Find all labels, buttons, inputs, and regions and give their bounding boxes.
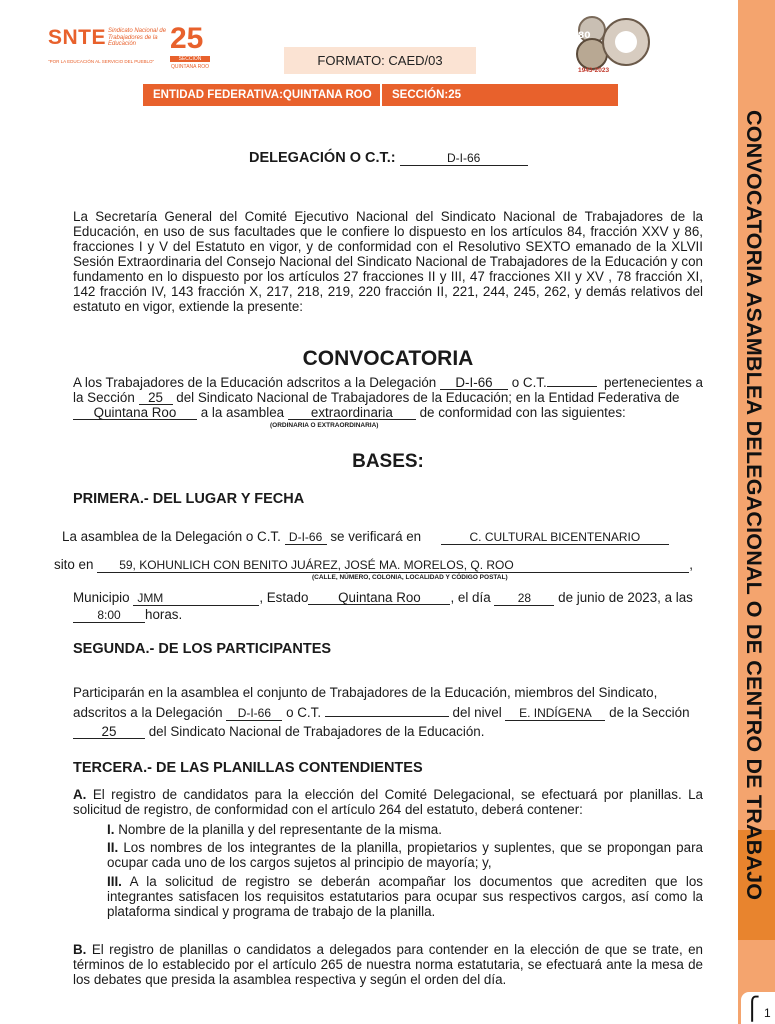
tercera-b <box>73 942 703 987</box>
primera-line-3 <box>73 590 703 606</box>
primera-dia-field: 28 <box>494 592 554 606</box>
primera-delegacion-field: D-I-66 <box>285 531 327 545</box>
delegacion-value: D-I-66 <box>400 152 528 166</box>
tercera-title: TERCERA.- DE LAS PLANILLAS CONTENDIENTES <box>73 760 423 776</box>
segunda-title: SEGUNDA.- DE LOS PARTICIPANTES <box>73 641 332 657</box>
direccion-hint: (CALLE, NÚMERO, COLONIA, LOCALIDAD Y CÓDIGO POSTAL) <box>312 574 508 581</box>
anniversary-years: 1943-2023 <box>578 67 610 74</box>
primera-hora-field: 8:00 <box>73 609 145 623</box>
convocatoria-line-3 <box>73 405 703 420</box>
primera-estado-field: Quintana Roo <box>308 591 450 605</box>
tipo-hint: (ORDINARIA O EXTRAORDINARIA) <box>270 422 379 429</box>
snte-seccion-label: SECCIÓN <box>170 56 210 62</box>
text: del Sindicato Nacional de Trabajadores de la Educación. <box>148 724 485 739</box>
page-bracket: ⎧ <box>744 996 761 1021</box>
segunda-line-3 <box>73 724 703 739</box>
text: se verificará en <box>330 529 422 544</box>
text: la Sección <box>73 390 135 405</box>
tercera-ii-text: Los nombres de los integrantes de la planilla, propietarios y suplentes, que se propongan para ocupar cada uno de los cargos sujetos al principio de mayoría; y, <box>107 840 703 870</box>
intro-paragraph: La Secretaría General del Comité Ejecutivo Nacional del Sindicato Nacional de Trabajadores de la Educación, en uso de sus facultades que le confiere lo dispuesto en los artículos 84, fracción XXV y 86, fracciones I y V del Estatuto en vigor, y de conformidad con el Resolutivo SEXTO emanado de la XLVII Sesión Extraordinaria del Consejo Nacional del Sindicato Nacional de Trabajadores de la Educación y con fundamento en lo dispuesto por los artículos 27 fracciones II y III, 47 fracciones XII y XV , 78 fracción XI, 142 fracción IV, 143 fracción X, 217, 218, 219, 220 fracción II, 221, 244, 245, 262, y demás relativos del estatuto en vigor, extiende la presente: <box>73 209 703 314</box>
convocatoria-entidad-field: Quintana Roo <box>73 406 197 420</box>
text: o C.T. <box>511 375 547 390</box>
primera-line-2 <box>54 557 702 573</box>
entidad-federativa: ENTIDAD FEDERATIVA:QUINTANA ROO <box>143 84 382 106</box>
page-number: 1 <box>764 1006 771 1020</box>
tercera-a-mark: A. <box>73 787 87 802</box>
text: sito en <box>54 557 94 572</box>
segunda-nivel-field: E. INDÍGENA <box>505 707 605 721</box>
tercera-iii-mark: III. <box>107 874 122 889</box>
text: adscritos a la Delegación <box>73 705 223 720</box>
convocatoria-tipo-field: extraordinaria <box>288 406 416 420</box>
formato-box: FORMATO: CAED/03 <box>284 47 476 74</box>
tercera-a <box>73 787 703 817</box>
tercera-ii-mark: II. <box>107 840 119 855</box>
delegacion-label: DELEGACIÓN O C.T.: <box>249 150 396 166</box>
tercera-ii <box>107 840 703 870</box>
snte-state-label: QUINTANA ROO <box>171 64 209 70</box>
text: del nivel <box>452 705 502 720</box>
side-title: CONVOCATORIA ASAMBLEA DELEGACIONAL O DE CENTRO DE TRABAJO <box>742 110 766 901</box>
text: de junio de 2023, a las <box>558 590 693 605</box>
text: , el día <box>450 590 491 605</box>
primera-line-4 <box>73 607 703 623</box>
text: pertenecientes a <box>603 375 703 390</box>
primera-line-1 <box>62 529 702 545</box>
snte-section-number: 25 <box>170 22 204 55</box>
delegacion-header <box>249 151 528 166</box>
snte-slogan: "POR LA EDUCACIÓN AL SERVICIO DEL PUEBLO" <box>48 59 155 64</box>
segunda-seccion-field: 25 <box>73 725 145 739</box>
seccion-label: SECCIÓN:25 <box>392 89 462 101</box>
text: horas. <box>145 607 183 622</box>
segunda-line-1: Participarán en la asamblea el conjunto de Trabajadores de la Educación, miembros del Sindicato, <box>73 685 658 700</box>
text: , <box>689 557 693 572</box>
snte-wordmark: SNTE <box>48 26 107 49</box>
anniversary-number: 80 <box>578 31 591 41</box>
text: , Estado <box>259 590 309 605</box>
tercera-i <box>107 822 703 837</box>
bases-title: BASES: <box>352 451 424 472</box>
tercera-i-text: Nombre de la planilla y del representante de la misma. <box>118 822 442 837</box>
convocatoria-line-2 <box>73 390 703 405</box>
convocatoria-line-1 <box>73 375 703 390</box>
convocatoria-title: CONVOCATORIA <box>302 347 474 370</box>
convocatoria-seccion-field: 25 <box>139 391 173 405</box>
segunda-ct-field <box>325 716 449 717</box>
segunda-delegacion-field: D-I-66 <box>226 707 282 721</box>
text: del Sindicato Nacional de Trabajadores de la Educación; en la Entidad Federativa de <box>176 390 680 405</box>
primera-direccion-field: 59, KOHUNLICH CON BENITO JUÁREZ, JOSÉ MA. MORELOS, Q. ROO <box>97 559 689 573</box>
entity-section-bar <box>143 84 618 106</box>
tercera-i-mark: I. <box>107 822 115 837</box>
anniversary-80-logo <box>568 8 650 76</box>
primera-lugar-field: C. CULTURAL BICENTENARIO <box>441 531 669 545</box>
convocatoria-ct-field <box>547 386 597 387</box>
text: a la asamblea <box>200 405 285 420</box>
primera-municipio-field: JMM <box>133 592 259 606</box>
tercera-b-mark: B. <box>73 942 87 957</box>
primera-title: PRIMERA.- DEL LUGAR Y FECHA <box>73 491 305 507</box>
segunda-line-2 <box>73 705 703 721</box>
snte-logo <box>48 22 213 76</box>
text: La asamblea de la Delegación o C.T. <box>62 529 281 544</box>
tercera-iii <box>107 874 703 919</box>
text: Municipio <box>73 590 130 605</box>
text: A los Trabajadores de la Educación adscritos a la Delegación <box>73 375 437 390</box>
tercera-iii-text: A la solicitud de registro se deberán acompañar los documentos que acrediten que los integrantes satisfacen los requisitos estatutarios para ocupar sus respectivos cargos, así como la plataforma sindical y programa de trabajo de la planilla. <box>107 874 703 919</box>
snte-subtitle: Sindicato Nacional de Trabajadores de la Educación <box>108 28 167 47</box>
text: o C.T. <box>286 705 322 720</box>
tercera-a-text: El registro de candidatos para la elección del Comité Delegacional, se efectuará por planillas. La solicitud de registro, de conformidad con el artículo 264 del estatuto, deberá contener: <box>73 787 703 817</box>
text: de conformidad con las siguientes: <box>419 405 626 420</box>
convocatoria-delegacion-field: D-I-66 <box>440 376 508 390</box>
tercera-b-text: El registro de planillas o candidatos a delegados para contender en la elección de que se trate, en términos de lo establecido por el artículo 265 de nuestra norma estatutaria, se efectuará ante la mesa de los debates que presida la asamblea respectiva y según el orden del día. <box>73 942 703 987</box>
text: de la Sección <box>609 705 690 720</box>
